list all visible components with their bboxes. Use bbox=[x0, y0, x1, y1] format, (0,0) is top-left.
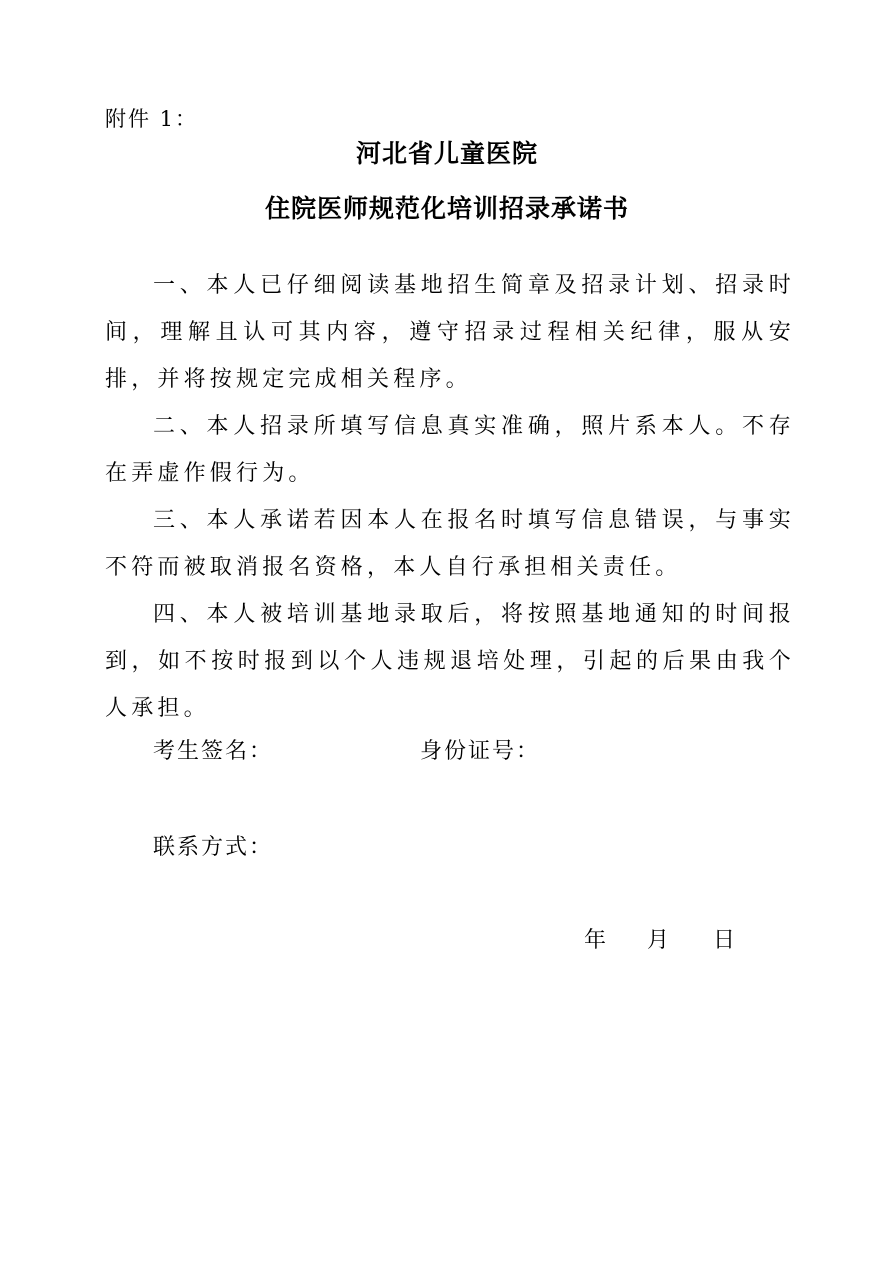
document-title-pledge: 住院医师规范化培训招录承诺书 bbox=[264, 194, 629, 223]
pledge-paragraph-2: 二、本人招录所填写信息真实准确，照片系本人。不存在弄虚作假行为。 bbox=[105, 414, 795, 486]
date-month-label: 月 bbox=[647, 928, 670, 953]
contact-label: 联系方式： bbox=[153, 835, 274, 860]
pledge-paragraph-1: 一、本人已仔细阅读基地招生简章及招录计划、招录时间，理解且认可其内容，遵守招录过程相关纪律，服从安排，并将按规定完成相关程序。 bbox=[105, 273, 795, 392]
attachment-label: 附件 1： bbox=[105, 107, 199, 131]
pledge-body bbox=[105, 262, 795, 732]
pledge-paragraph-4: 四、本人被培训基地录取后，将按照基地通知的时间报到，如不按时报到以个人违规退培处理，引起的后果由我个人承担。 bbox=[105, 602, 795, 721]
date-day-label: 日 bbox=[713, 928, 736, 953]
id-number-label: 身份证号： bbox=[420, 739, 541, 764]
date-year-label: 年 bbox=[584, 928, 607, 953]
document-title-hospital: 河北省儿童医院 bbox=[355, 139, 538, 168]
signature-label: 考生签名： bbox=[153, 739, 274, 764]
pledge-paragraph-3: 三、本人承诺若因本人在报名时填写信息错误，与事实不符而被取消报名资格，本人自行承担相关责任。 bbox=[105, 508, 795, 580]
